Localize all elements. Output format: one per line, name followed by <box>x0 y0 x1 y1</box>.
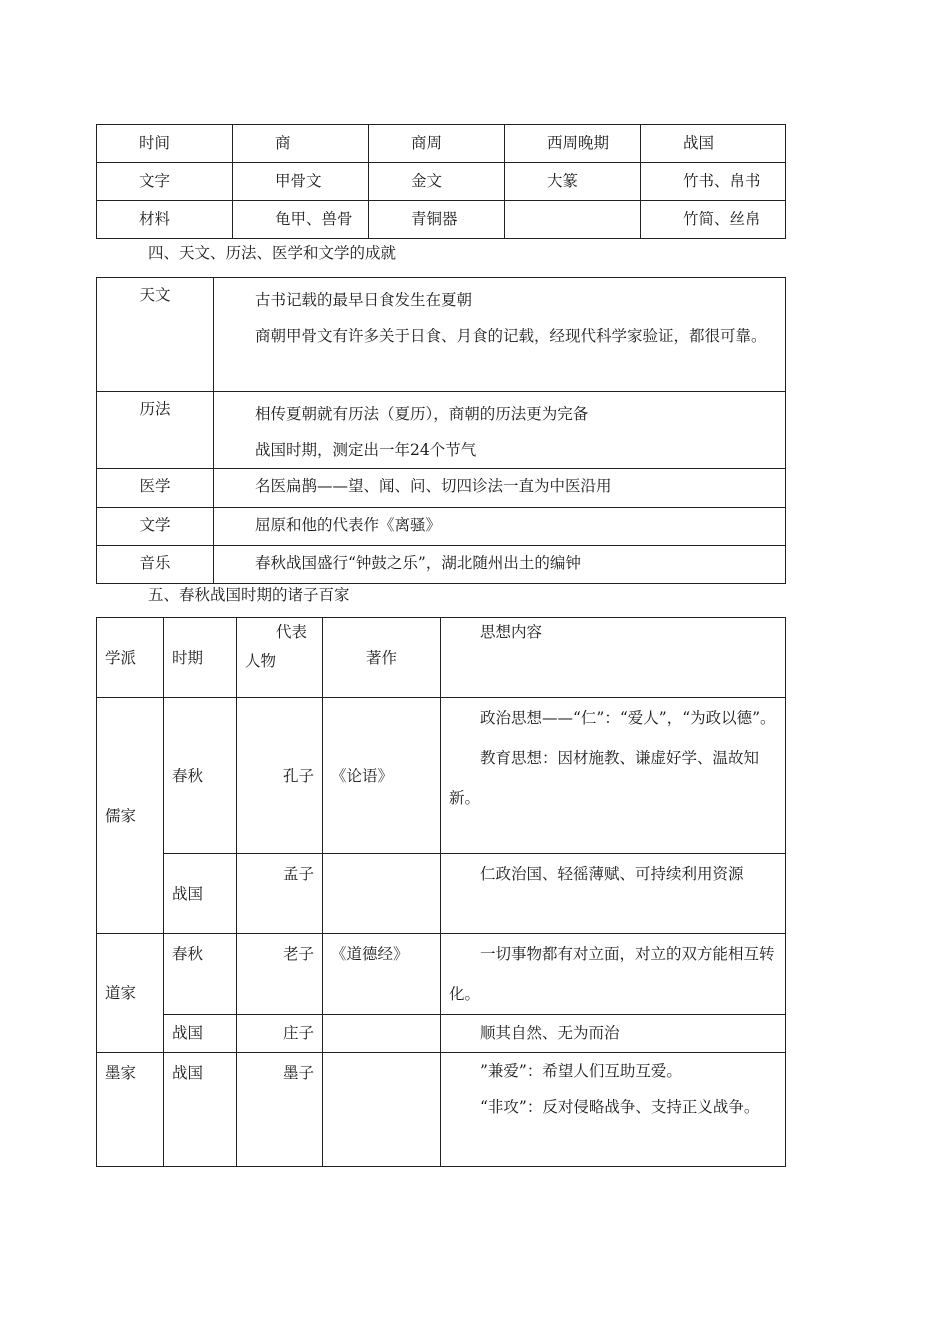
table-cell: 龟甲、兽骨 <box>275 210 353 228</box>
table-cell: 竹简、丝帛 <box>683 210 761 228</box>
table-row <box>97 854 786 934</box>
table-row <box>97 201 786 239</box>
person-cell: 墨子 <box>282 1064 314 1082</box>
person-cell: 老子 <box>282 945 314 963</box>
field-content <box>214 392 785 468</box>
person-cell: 孟子 <box>282 865 314 883</box>
header-cell: 思想内容 <box>480 623 543 641</box>
table-row <box>97 392 786 469</box>
content-line: 春秋战国盛行“钟鼓之乐”，湖北随州出土的编钟 <box>255 554 581 572</box>
thought-line: 一切事物都有对立面，对立的双方能相互转化。 <box>449 945 775 1003</box>
content-line: 屈原和他的代表作《离骚》 <box>255 516 442 534</box>
content-line: 商朝甲骨文有许多关于日食、月食的记载，经现代科学家验证，都很可靠。 <box>255 327 767 345</box>
table-row <box>97 618 786 698</box>
header-cell: 时期 <box>172 648 204 667</box>
thought-cell <box>441 1053 785 1125</box>
period-cell: 春秋 <box>172 766 204 785</box>
table-row <box>97 546 786 584</box>
period-cell: 战国 <box>172 884 204 903</box>
section-heading: 四、天文、历法、医学和文学的成就 <box>148 244 397 262</box>
school-name: 墨家 <box>105 1064 137 1082</box>
school-name: 道家 <box>105 984 137 1002</box>
thought-line: ”兼爱”：希望人们互助互爱。 <box>480 1062 682 1080</box>
content-line: 相传夏朝就有历法（夏历），商朝的历法更为完备 <box>255 405 589 423</box>
period-cell: 战国 <box>172 1064 204 1082</box>
person-cell: 庄子 <box>282 1024 314 1042</box>
table-cell: 时间 <box>139 134 171 152</box>
thought-line: 政治思想——“仁”：“爱人”，“为政以德”。 <box>480 709 776 727</box>
table-cell <box>505 201 640 206</box>
header-cell: 学派 <box>105 648 137 667</box>
table-row <box>97 163 786 201</box>
table-cell: 金文 <box>411 172 443 190</box>
achievements-table <box>96 277 786 584</box>
content-line: 古书记载的最早日食发生在夏朝 <box>255 291 473 309</box>
field-label: 天文 <box>139 286 171 304</box>
table-row <box>97 125 786 163</box>
table-cell: 青铜器 <box>411 210 458 228</box>
work-cell: 《道德经》 <box>331 945 409 963</box>
person-cell: 孔子 <box>282 766 314 785</box>
table-row <box>97 698 786 854</box>
table-cell: 材料 <box>139 210 171 228</box>
table-cell: 战国 <box>683 134 715 152</box>
table-cell: 大篆 <box>547 172 579 190</box>
table-row <box>97 934 786 1015</box>
field-label: 文学 <box>139 516 171 534</box>
script-evolution-table <box>96 124 786 239</box>
thought-line: 仁政治国、轻徭薄赋、可持续利用资源 <box>480 865 744 883</box>
table-cell: 文字 <box>139 172 171 190</box>
table-row <box>97 469 786 508</box>
school-name: 儒家 <box>105 806 137 825</box>
table-row <box>97 1053 786 1167</box>
table-row <box>97 508 786 546</box>
table-row <box>97 278 786 392</box>
table-row <box>97 1015 786 1053</box>
period-cell: 春秋 <box>172 945 204 963</box>
thought-cell <box>441 698 785 818</box>
field-content <box>214 508 785 538</box>
content-line: 战国时期，测定出一年24个节气 <box>255 441 477 459</box>
thought-line: 教育思想：因材施教、谦虚好学、温故知新。 <box>449 749 760 807</box>
table-cell: 竹书、帛书 <box>683 172 761 190</box>
work-cell: 《论语》 <box>331 766 394 785</box>
table-cell: 商 <box>275 134 291 152</box>
content-line: 名医扁鹊——望、闻、问、切四诊法一直为中医沿用 <box>255 477 612 495</box>
thought-line: “非攻”：反对侵略战争、支持正义战争。 <box>480 1098 760 1116</box>
field-label: 医学 <box>139 477 171 495</box>
thought-line: 顺其自然、无为而治 <box>480 1024 620 1042</box>
field-content <box>214 278 785 354</box>
field-label: 音乐 <box>139 554 171 572</box>
hundred-schools-table <box>96 617 786 1167</box>
section-heading: 五、春秋战国时期的诸子百家 <box>148 586 350 604</box>
header-cell: 代表人物 <box>245 623 308 670</box>
table-cell: 甲骨文 <box>275 172 322 190</box>
field-content <box>214 546 785 576</box>
field-content <box>214 469 785 499</box>
field-label: 历法 <box>139 400 171 418</box>
table-cell: 西周晚期 <box>547 134 610 152</box>
period-cell: 战国 <box>172 1024 204 1042</box>
header-cell: 著作 <box>365 648 397 667</box>
table-cell: 商周 <box>411 134 443 152</box>
